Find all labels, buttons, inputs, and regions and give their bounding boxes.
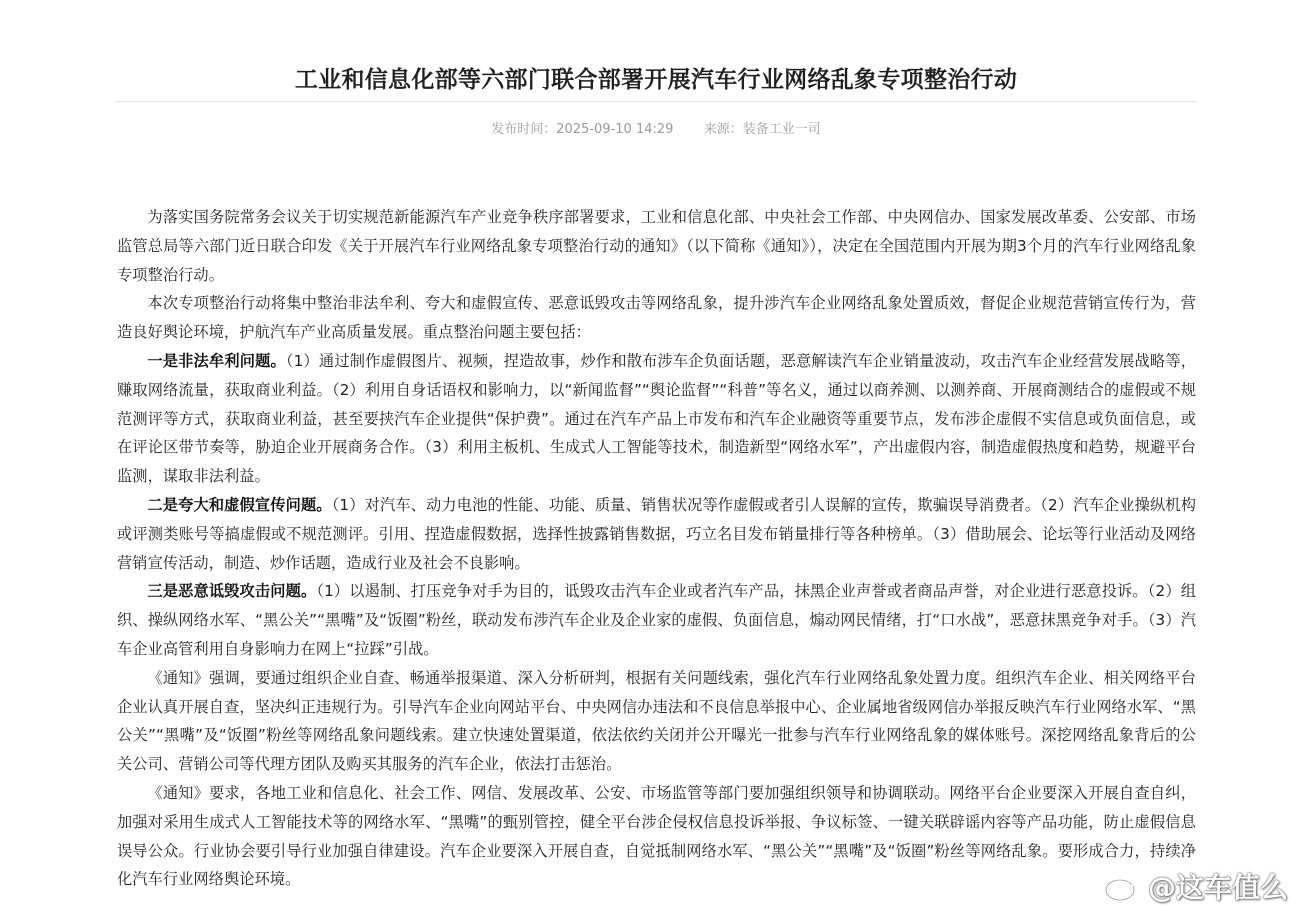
paragraph-lead: 二是夸大和虚假宣传问题。 [147, 495, 332, 514]
paragraph-text: 本次专项整治行动将集中整治非法牟利、夸大和虚假宣传、恶意诋毁攻击等网络乱象，提升涉汽车企业网络乱象处置质效，督促企业规范营销宣传行为，营造良好舆论环境，护航汽车产业高质量发展。重点整治问题主要包括： [117, 294, 1196, 342]
paragraph [117, 347, 1196, 491]
paragraph-lead: 三是恶意诋毁攻击问题。 [147, 582, 317, 601]
publish-time: 2025-09-10 14:29 [556, 122, 674, 137]
paragraph-text: 为落实国务院常务会议关于切实规范新能源汽车产业竞争秩序部署要求，工业和信息化部、中央社会工作部、中央网信办、国家发展改革委、公安部、市场监管总局等六部门近日联合印发《关于开展汽车行业网络乱象专项整治行动的通知》（以下简称《通知》），决定在全国范围内开展为期3个月的汽车行业网络乱象专项整治行动。 [117, 208, 1196, 284]
watermark-text: @这车值么 [1147, 871, 1288, 904]
source-name: 装备工业一司 [742, 122, 821, 137]
paragraph [117, 779, 1196, 894]
title-divider [116, 101, 1196, 102]
article-body [117, 203, 1196, 894]
article-meta [116, 120, 1196, 140]
paragraph [117, 203, 1196, 289]
publish-time-label: 发布时间： [491, 122, 557, 137]
article-title: 工业和信息化部等六部门联合部署开展汽车行业网络乱象专项整治行动 [294, 67, 1018, 94]
source-label: 来源： [703, 122, 743, 137]
paragraph [117, 491, 1196, 577]
paragraph [117, 289, 1196, 347]
weibo-logo-icon [1104, 870, 1142, 902]
watermark [1104, 866, 1288, 906]
paragraph-text: （1）以遏制、打压竞争对手为目的，诋毁攻击汽车企业或者汽车产品，抹黑企业声誉或者商品声誉，对企业进行恶意投诉。（2）组织、操纵网络水军、“黑公关”“黑嘴”及“饭圈”粉丝，联动发布涉汽车企业及企业家的虚假、负面信息，煽动网民情绪，打“口水战”，恶意抹黑竞争对手。（3）汽车企业高管利用自身影响力在网上“拉踩”引战。 [117, 582, 1196, 658]
paragraph-text: （1）通过制作虚假图片、视频，捏造故事，炒作和散布涉车企负面话题，恶意解读汽车企业销量波动，攻击汽车企业经营发展战略等，赚取网络流量，获取商业利益。（2）利用自身话语权和影响力，以“新闻监督”“舆论监督”“科普”等名义，通过以商养测、以测养商、开展商测结合的虚假或不规范测评等方式，获取商业利益，甚至要挟汽车企业提供“保护费”。通过在汽车产品上市发布和汽车企业融资等重要节点，发布涉企虚假不实信息或负面信息，或在评论区带节奏等，胁迫企业开展商务合作。（3）利用主板机、生成式人工智能等技术，制造新型“网络水军”，产出虚假内容，制造虚假热度和趋势，规避平台监测，谋取非法利益。 [117, 351, 1196, 486]
paragraph-text: 《通知》要求，各地工业和信息化、社会工作、网信、发展改革、公安、市场监管等部门要加强组织领导和协调联动。网络平台企业要深入开展自查自纠，加强对采用生成式人工智能技术等的网络水军、“黑嘴”的甄别管控，健全平台涉企侵权信息投诉举报、争议标签、一键关联辟谣内容等产品功能，防止虚假信息误导公众。行业协会要引导行业加强自律建设。汽车企业要深入开展自查，自觉抵制网络水军、“黑公关”“黑嘴”及“饭圈”粉丝等网络乱象。要形成合力，持续净化汽车行业网络舆论环境。 [117, 783, 1196, 889]
paragraph [117, 577, 1196, 663]
paragraph-text: 《通知》强调，要通过组织企业自查、畅通举报渠道、深入分析研判，根据有关问题线索，强化汽车行业网络乱象处置力度。组织汽车企业、相关网络平台企业认真开展自查，坚决纠正违规行为。引导汽车企业向网站平台、中央网信办违法和不良信息举报中心、企业属地省级网信办举报反映汽车行业网络水军、“黑公关”“黑嘴”及“饭圈”粉丝等网络乱象问题线索。建立快速处置渠道，依法依约关闭并公开曝光一批参与汽车行业网络乱象的媒体账号。深挖网络乱象背后的公关公司、营销公司等代理方团队及购买其服务的汽车企业，依法打击惩治。 [117, 668, 1196, 774]
paragraph [117, 664, 1196, 779]
paragraph-text: （1）对汽车、动力电池的性能、功能、质量、销售状况等作虚假或者引人误解的宣传，欺骗误导消费者。（2）汽车企业操纵机构或评测类账号等搞虚假或不规范测评。引用、捏造虚假数据，选择性披露销售数据，巧立名目发布销量排行等各种榜单。（3）借助展会、论坛等行业活动及网络营销宣传活动，制造、炒作话题，造成行业及社会不良影响。 [117, 495, 1196, 572]
paragraph-lead: 一是非法牟利问题。 [147, 351, 286, 370]
